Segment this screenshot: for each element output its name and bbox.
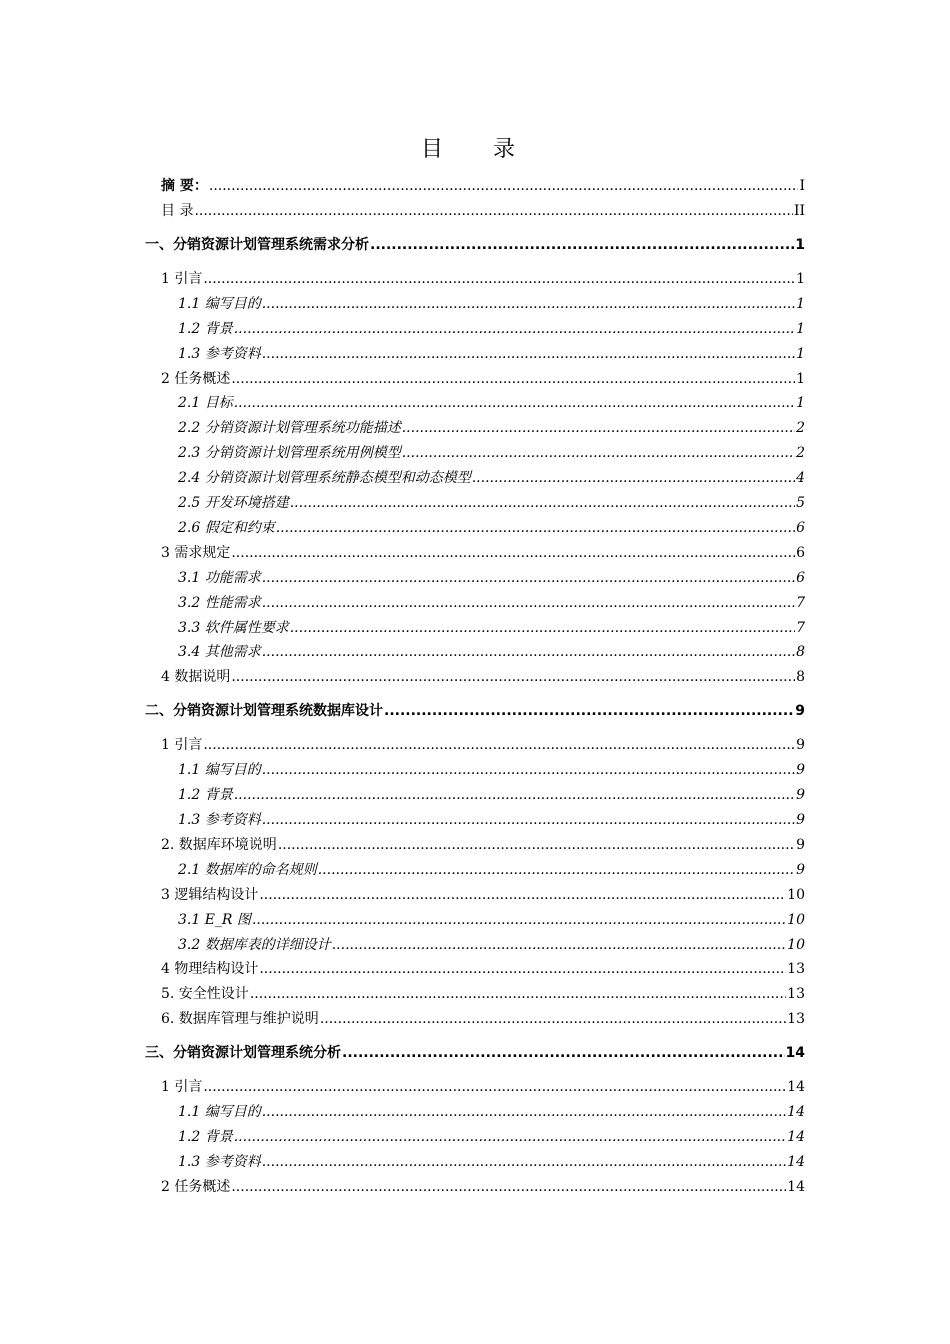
toc-entry[interactable] [145, 1042, 805, 1064]
toc-leader-dots [250, 983, 786, 1005]
toc-entry[interactable] [178, 467, 805, 489]
toc-entry[interactable] [178, 492, 805, 514]
toc-entry-page: 10 [787, 886, 805, 903]
toc-leader-dots [209, 175, 799, 197]
toc-leader-dots [262, 343, 795, 365]
toc-entry-title: 3 逻辑结构设计 [161, 886, 259, 903]
toc-leader-dots [472, 467, 795, 489]
toc-entry-page: 13 [787, 986, 805, 1003]
toc-entry[interactable] [145, 700, 805, 722]
toc-leader-dots [259, 884, 786, 906]
toc-entry[interactable] [161, 983, 805, 1005]
toc-entry-page: 1 [796, 395, 805, 412]
toc-entry-page: 8 [796, 669, 805, 686]
toc-leader-dots [194, 200, 792, 222]
toc-entry-title: 二、分销资源计划管理系统数据库设计 [145, 703, 383, 720]
toc-leader-dots [320, 1008, 786, 1030]
toc-entry-page: 4 [796, 470, 805, 487]
toc-leader-dots [402, 417, 795, 439]
toc-entry[interactable] [161, 1008, 805, 1030]
toc-entry-title: 一、分销资源计划管理系统需求分析 [145, 236, 369, 253]
toc-entry-page: 1 [795, 236, 805, 253]
toc-entry-title: 1.2 背景 [178, 320, 233, 337]
toc-entry[interactable] [161, 542, 805, 564]
toc-entry-page: 10 [787, 911, 805, 928]
toc-entry[interactable] [161, 200, 805, 222]
toc-entry[interactable] [178, 617, 805, 639]
toc-entry-title: 2.4 分销资源计划管理系统静态模型和动态模型 [178, 470, 471, 487]
toc-entry-page: 14 [787, 1178, 805, 1195]
toc-entry-page: 1 [796, 370, 805, 387]
toc-entry-title: 4 数据说明 [161, 669, 231, 686]
toc-leader-dots [252, 909, 786, 931]
toc-entry-title: 1 引言 [161, 1079, 203, 1096]
toc-entry-title: 2. 数据库环境说明 [161, 836, 277, 853]
toc-entry[interactable] [178, 809, 805, 831]
toc-leader-dots [231, 666, 795, 688]
toc-leader-dots [259, 958, 786, 980]
toc-entry-page: 7 [796, 619, 805, 636]
toc-entry-page: 9 [796, 836, 805, 853]
toc-entry[interactable] [178, 567, 805, 589]
toc-leader-dots [262, 567, 795, 589]
toc-leader-dots [384, 700, 794, 722]
toc-leader-dots [203, 268, 795, 290]
toc-entry-title: 2.1 数据库的命名规则 [178, 861, 317, 878]
toc-entry-page: 1 [796, 295, 805, 312]
toc-entry-title: 1.2 背景 [178, 1129, 233, 1145]
toc-entry-page: 14 [785, 1045, 805, 1062]
toc-entry-title: 三、分销资源计划管理系统分析 [145, 1045, 341, 1062]
toc-entry-title: 3.3 软件属性要求 [178, 619, 289, 636]
toc-leader-dots [231, 1176, 786, 1198]
toc-entry-page: 7 [796, 594, 805, 611]
toc-entry-page: 9 [795, 703, 805, 720]
toc-leader-dots [203, 734, 795, 756]
toc-leader-dots [278, 834, 795, 856]
toc-entry-page: 6 [796, 544, 805, 561]
page-title: 目 录 [420, 137, 529, 162]
toc-entry-title: 2.3 分销资源计划管理系统用例模型 [178, 445, 401, 462]
toc-entry-title: 2.6 假定和约束 [178, 519, 275, 536]
toc-entry[interactable] [178, 392, 805, 414]
toc-leader-dots [262, 759, 795, 781]
toc-leader-dots [203, 1076, 786, 1098]
toc-entry[interactable] [178, 859, 805, 881]
toc-entry-page: 2 [796, 420, 805, 437]
toc-entry[interactable] [161, 1176, 805, 1198]
toc-entry[interactable] [178, 1101, 805, 1123]
toc-entry-title: 摘 要： [161, 178, 208, 194]
toc-entry[interactable] [161, 666, 805, 688]
toc-entry-page: 9 [796, 812, 805, 828]
toc-entry[interactable] [178, 318, 805, 340]
toc-entry-title: 5. 安全性设计 [161, 986, 249, 1003]
toc-leader-dots [231, 542, 795, 564]
toc-entry[interactable] [161, 268, 805, 290]
toc-entry-title: 3.1 功能需求 [178, 569, 261, 586]
toc-leader-dots [262, 592, 795, 614]
toc-leader-dots [234, 784, 795, 806]
toc-entry[interactable] [161, 734, 805, 756]
toc-entry-title: 2.2 分销资源计划管理系统功能描述 [178, 420, 401, 437]
toc-entry-title: 2.1 目标 [178, 395, 233, 412]
toc-entry[interactable] [178, 784, 805, 806]
toc-entry-title: 1.3 参考资料 [178, 1153, 261, 1170]
toc-entry-page: 1 [796, 270, 805, 287]
toc-entry-title: 1.3 参考资料 [178, 345, 261, 362]
toc-entry-title: 3 需求规定 [161, 544, 231, 561]
toc-entry-page: 13 [787, 1011, 805, 1028]
toc-entry-page: 8 [796, 644, 805, 661]
toc-leader-dots [262, 1101, 786, 1123]
toc-leader-dots [234, 392, 795, 414]
toc-entry-page: 6 [796, 519, 805, 536]
toc-entry-page: 6 [796, 569, 805, 586]
toc-entry[interactable] [178, 343, 805, 365]
toc-entry-title: 3.2 性能需求 [178, 594, 261, 611]
toc-entry-page: 14 [787, 1129, 805, 1145]
toc-entry-title: 1.2 背景 [178, 787, 233, 804]
toc-entry[interactable] [178, 641, 805, 663]
toc-entry[interactable] [145, 234, 805, 256]
toc-entry-page: II [793, 202, 805, 219]
toc-entry-title: 2 任务概述 [161, 1178, 231, 1195]
toc-leader-dots [262, 1151, 786, 1173]
toc-entry-title: 1 引言 [161, 270, 203, 287]
toc-entry-page: 2 [796, 445, 805, 462]
toc-entry[interactable] [161, 1076, 805, 1098]
toc-entry-title: 3.4 其他需求 [178, 644, 261, 661]
toc-leader-dots [290, 492, 795, 514]
toc-entry[interactable] [161, 175, 805, 197]
toc-entry-page: 9 [796, 787, 805, 804]
toc-leader-dots [370, 234, 794, 256]
toc-leader-dots [262, 641, 795, 663]
toc-entry[interactable] [161, 958, 805, 980]
toc-entry[interactable] [161, 834, 805, 856]
toc-entry[interactable] [178, 293, 805, 315]
toc-entry-page: 10 [787, 936, 805, 953]
toc-entry-page: 14 [787, 1079, 805, 1096]
toc-entry[interactable] [178, 442, 805, 464]
toc-entry-title: 6. 数据库管理与维护说明 [161, 1011, 319, 1028]
toc-entry-page: 14 [787, 1153, 805, 1170]
toc-leader-dots [234, 1126, 786, 1148]
toc-entry-title: 2.5 开发环境搭建 [178, 495, 289, 511]
toc-entry-page: 9 [796, 737, 805, 754]
toc-entry-title: 3.2 数据库表的详细设计 [178, 936, 331, 953]
toc-entry-title: 1.1 编写目的 [178, 762, 261, 779]
toc-entry[interactable] [178, 759, 805, 781]
toc-leader-dots [332, 934, 786, 956]
toc-leader-dots [262, 809, 795, 831]
toc-leader-dots [402, 442, 795, 464]
toc-leader-dots [231, 368, 795, 390]
toc-entry-title: 4 物理结构设计 [161, 961, 259, 978]
toc-entry[interactable] [178, 934, 805, 956]
toc-leader-dots [262, 293, 795, 315]
toc-entry[interactable] [178, 517, 805, 539]
toc-entry-title: 3.1 E_R 图 [178, 911, 251, 928]
toc-entry-page: I [799, 178, 805, 194]
toc-entry-page: 9 [796, 861, 805, 878]
toc-entry-title: 目 录 [161, 202, 194, 219]
toc-entry-title: 2 任务概述 [161, 370, 231, 387]
toc-entry[interactable] [178, 592, 805, 614]
toc-entry-page: 9 [796, 762, 805, 779]
toc-entry-page: 5 [796, 495, 805, 511]
toc-entry[interactable] [161, 884, 805, 906]
toc-leader-dots [318, 859, 795, 881]
toc-entry-page: 14 [787, 1104, 805, 1121]
toc-entry-title: 1.3 参考资料 [178, 812, 261, 828]
toc-leader-dots [290, 617, 795, 639]
toc-entry-page: 1 [796, 345, 805, 362]
toc-leader-dots [276, 517, 795, 539]
toc-leader-dots [342, 1042, 785, 1064]
toc-entry-title: 1.1 编写目的 [178, 295, 261, 312]
toc-entry-title: 1.1 编写目的 [178, 1104, 261, 1121]
toc-entry-page: 13 [787, 961, 805, 978]
toc-entry[interactable] [161, 368, 805, 390]
toc-entry[interactable] [178, 1126, 805, 1148]
toc-entry-title: 1 引言 [161, 737, 203, 754]
toc-leader-dots [234, 318, 795, 340]
toc-entry[interactable] [178, 1151, 805, 1173]
toc-entry-page: 1 [796, 320, 805, 337]
toc-entry[interactable] [178, 909, 805, 931]
toc-entry[interactable] [178, 417, 805, 439]
